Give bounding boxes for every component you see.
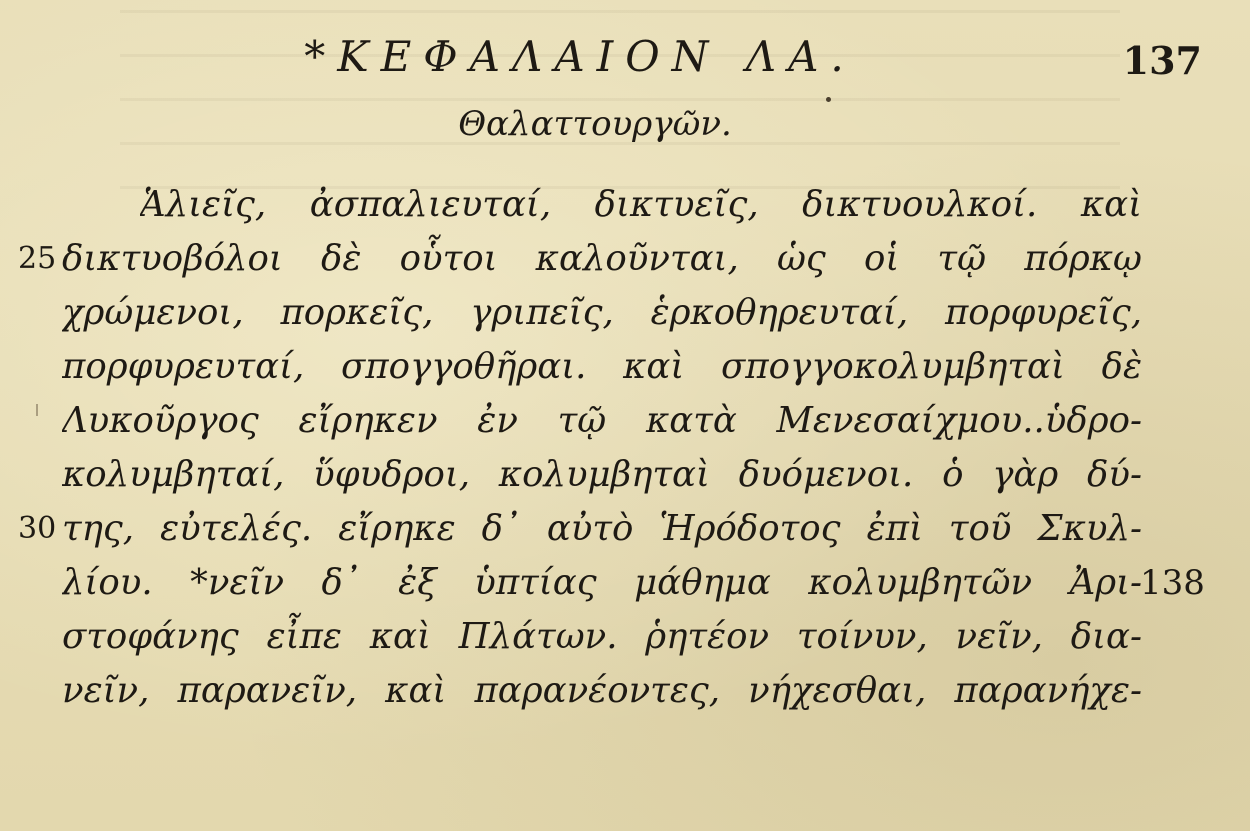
text-line-3: χρώμενοι, πορκεῖς, γριπεῖς, ἑρκοθηρευταί, πορφυρεῖς, (62, 292, 1142, 333)
page-number: 137 (1122, 38, 1202, 83)
text-line-4: πορφυρευταί, σπογγοθῆραι. καὶ σπογγοκολυμβηταὶ δὲ (62, 346, 1142, 387)
text-line-10: νεῖν, παρανεῖν, καὶ παρανέοντες, νήχεσθαι, παρανήχε- (62, 670, 1142, 711)
text-line-6: κολυμβηταί, ὕφυδροι, κολυμβηταὶ δυόμενοι. ὁ γὰρ δύ- (62, 454, 1142, 495)
line-number-25: 25 (18, 241, 57, 276)
margin-page-number: 138 (1140, 563, 1205, 603)
text-line-8: λίου. *νεῖν δ᾽ ἐξ ὑπτίας μάθημα κολυμβητῶν Ἀρι- (62, 562, 1142, 603)
chapter-title: *ΚΕΦΑΛΑΙΟΝ ΛΑ. (304, 32, 856, 81)
text-line-7: της, εὐτελές. εἴρηκε δ᾽ αὐτὸ Ἡρόδοτος ἐπὶ τοῦ Σκυλ- (62, 508, 1142, 549)
text-line-9: στοφάνης εἶπε καὶ Πλάτων. ῥητέον τοίνυν, νεῖν, δια- (62, 616, 1142, 657)
running-header (0, 26, 1250, 86)
margin-mark (36, 404, 38, 416)
text-line-2: δικτυοβόλοι δὲ οὗτοι καλοῦνται, ὡς οἱ τῷ πόρκῳ (62, 238, 1142, 279)
text-line-1: Ἁλιεῖς, ἀσπαλιευταί, δικτυεῖς, δικτυουλκοί. καὶ (140, 184, 1142, 225)
ink-speck (826, 97, 831, 102)
line-number-30: 30 (18, 511, 57, 546)
text-line-5: Λυκοῦργος εἴρηκεν ἐν τῷ κατὰ Μενεσαίχμου..ὑδρο- (62, 400, 1142, 441)
section-subheading: Θαλαττουργῶν. (458, 104, 732, 144)
